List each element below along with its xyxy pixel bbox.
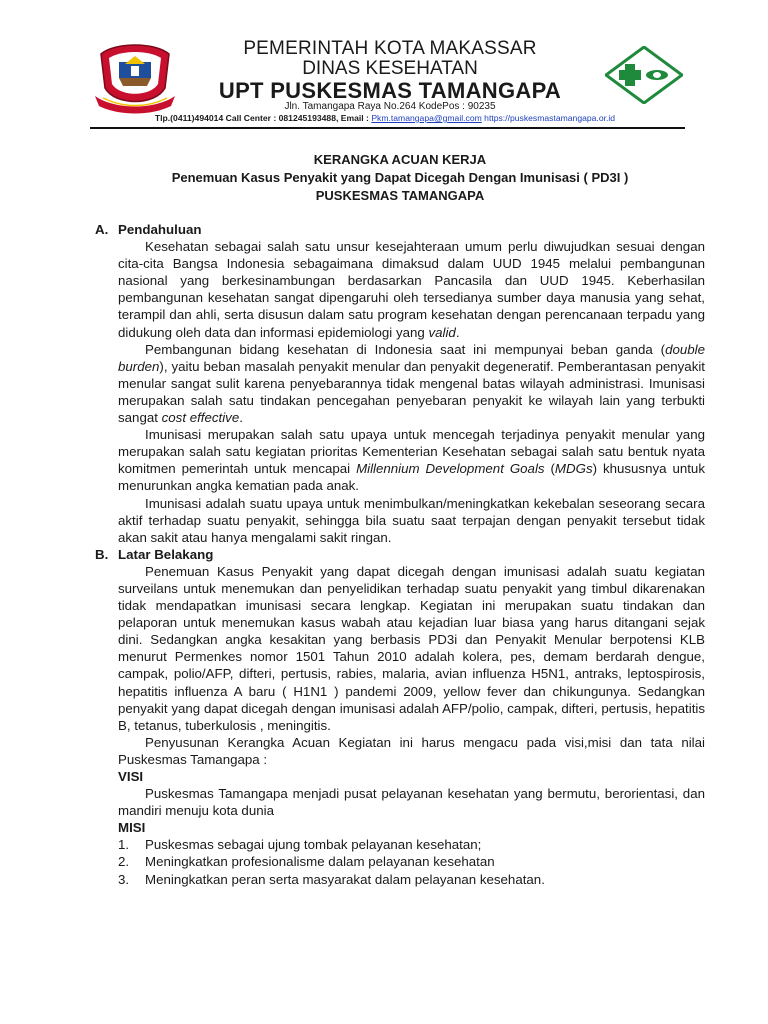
contact-website-link[interactable]: https://puskesmastamangapa.or.id xyxy=(484,113,616,123)
paragraph-text: ), yaitu beban masalah penyakit menular dan penyakit degeneratif. Pemberantasan penyakit menular sangat sulit karena penyebarannya tidak mengenal batas wilayah administrasi. Imunisasi merupakan salah satu tindakan pencegahan penyebaran penyakit ke wilayah lain yang terbukti sangat xyxy=(118,358,705,426)
list-item xyxy=(118,871,705,888)
misi-list xyxy=(95,836,705,887)
section-a-letter: A. xyxy=(95,222,109,237)
section-a-heading xyxy=(95,221,705,238)
contact-email-link[interactable]: Pkm.tamangapa@gmail.com xyxy=(371,113,482,123)
list-text: Puskesmas sebagai ujung tombak pelayanan kesehatan; xyxy=(145,837,482,853)
letterhead-address: Jln. Tamangapa Raya No.264 KodePos : 90235 xyxy=(284,101,496,112)
section-a-paragraph-1 xyxy=(95,238,705,341)
visi-heading: VISI xyxy=(118,769,144,784)
letterhead-divider xyxy=(90,127,685,129)
letterhead-institution: UPT PUSKESMAS TAMANGAPA xyxy=(218,78,562,103)
contact-phone: Tlp.(0411)494014 Call Center : 081245193488, Email : xyxy=(154,113,372,123)
section-a-paragraph-4: Imunisasi adalah suatu upaya untuk menimbulkan/meningkatkan kekebalan seseorang secara aktif terhadap suatu penyakit, sehingga bila suatu saat terpajan dengan penyakit tersebut tidak akan sakit atau hanya mengalami sakit ringan. xyxy=(118,495,705,545)
document-subtitle: Penemuan Kasus Penyakit yang Dapat Dicegah Dengan Imunisasi ( PD3I ) xyxy=(171,170,629,185)
section-b-paragraph-2: Penyusunan Kerangka Acuan Kegiatan ini harus mengacu pada visi,misi dan tata nilai Puskesmas Tamangapa : xyxy=(118,734,705,767)
list-text: Meningkatkan peran serta masyarakat dalam pelayanan kesehatan. xyxy=(145,871,545,887)
visi-text: Puskesmas Tamangapa menjadi pusat pelayanan kesehatan yang bermutu, berorientasi, dan mandiri menuju kota dunia xyxy=(118,786,705,819)
list-number: 3. xyxy=(118,871,130,887)
misi-heading: MISI xyxy=(118,820,146,836)
makassar-city-emblem-icon xyxy=(95,40,175,114)
paragraph-italic: double burden xyxy=(118,341,705,374)
paragraph-text: ) khususnya untuk menurunkan angka kematian pada anak. xyxy=(118,461,705,494)
list-item xyxy=(118,853,705,870)
paragraph-text: . xyxy=(239,410,243,426)
section-b-paragraph-1: Penemuan Kasus Penyakit yang dapat dicegah dengan imunisasi adalah suatu kegiatan surveilans untuk menemukan dan penyelidikan terhadap suatu penyakit yang timbul dikarenakan tidak mendapatkan imunisasi secara lengkap. Kegiatan ini merupakan suatu tindakan dan pelaporan untuk menemukan kasus wabah atau kejadian luar biasa yang harus ditangani sejak dini. Sedangkan angka kesakitan yang berbasis PD3i dan Penyakit Menular berpotensi KLB menurut Permenkes nomor 1501 Tahun 2010 adalah kolera, pes, demam berdarah dengue, campak, polio/AFP, difteri, pertusis, rabies, malaria, avian influenza H5N1, antraks, leptospirosis, hepatitis influenza A baru ( H1N1 ) pandemi 2009, yellow fever dan chikungunya. Sedangkan penyakit yang dapat dicegah dengan imunisasi adalah AFP/polio, campak, difteri, pertusis, hepatitis B, tetanus, tuberkulosis , meningitis. xyxy=(118,563,705,733)
section-b-heading xyxy=(95,546,705,563)
document-organization: PUSKESMAS TAMANGAPA xyxy=(315,188,485,203)
paragraph-italic: valid xyxy=(428,324,456,340)
paragraph-italic: Millennium Development Goals xyxy=(356,461,545,477)
section-a-paragraph-3 xyxy=(95,426,705,494)
letterhead-contact xyxy=(95,113,675,123)
puskesmas-logo-icon xyxy=(605,46,683,104)
section-b-letter: B. xyxy=(95,546,109,562)
document-title: KERANGKA ACUAN KERJA xyxy=(313,152,487,167)
list-text: Meningkatkan profesionalisme dalam pelayanan kesehatan xyxy=(145,854,495,870)
list-item xyxy=(118,836,705,853)
paragraph-text: ( xyxy=(544,461,555,477)
paragraph-italic: MDGs xyxy=(554,461,593,477)
document-body xyxy=(95,221,705,888)
letterhead-government: PEMERINTAH KOTA MAKASSAR xyxy=(243,38,537,59)
paragraph-text: . xyxy=(455,324,460,340)
section-a-title: Pendahuluan xyxy=(118,222,202,237)
section-a-paragraph-2 xyxy=(95,341,705,426)
paragraph-text: Imunisasi merupakan salah satu upaya untuk mencegah terjadinya penyakit menular yang merupakan salah satu kegiatan prioritas Kementerian Kesehatan sebagai salah satu bentuk nyata komitmen pemerintah untuk mencapai xyxy=(118,427,705,477)
paragraph-italic: cost effective xyxy=(161,410,240,426)
letterhead xyxy=(0,0,768,130)
section-b-title: Latar Belakang xyxy=(118,546,214,562)
list-number: 2. xyxy=(118,854,130,870)
paragraph-text: Pembangunan bidang kesehatan di Indonesia saat ini mempunyai beban ganda ( xyxy=(145,341,666,357)
paragraph-text: Kesehatan sebagai salah satu unsur kesejahteraan umum perlu diwujudkan sesuai dengan cita-cita Bangsa Indonesia sebagaimana dimaksud dalam UUD 1945 melalui pembangunan nasional yang berkesinambungan berdasarkan Pancasila dan UUD 1945. Keberhasilan pembangunan kesehatan sangat dipengaruhi oleh tersedianya sumber daya manusia yang sehat, terampil dan ahli, serta disusun dalam satu program kesehatan dengan perencanaan terpadu yang didukung oleh data dan informasi epidemiologi yang xyxy=(118,239,705,340)
list-number: 1. xyxy=(118,837,130,853)
letterhead-department: DINAS KESEHATAN xyxy=(302,58,478,79)
